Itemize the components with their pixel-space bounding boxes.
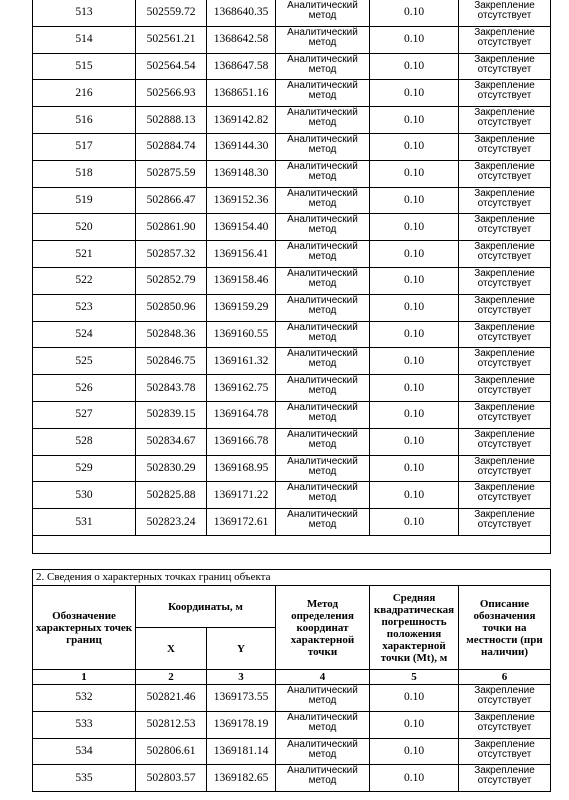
y-coordinate-cell: 1369168.95 <box>207 455 276 482</box>
description-cell: Закрепление отсутствует <box>459 214 551 241</box>
error-cell: 0.10 <box>370 455 459 482</box>
boundary-points-table <box>32 569 551 792</box>
x-coordinate-cell: 502846.75 <box>136 348 207 375</box>
description-cell: Закрепление отсутствует <box>459 53 551 80</box>
empty-row <box>33 535 551 553</box>
description-cell: Закрепление отсутствует <box>459 509 551 536</box>
x-coordinate-cell: 502875.59 <box>136 160 207 187</box>
description-cell: Закрепление отсутствует <box>459 187 551 214</box>
boundary-points-body <box>33 685 551 792</box>
method-cell: Аналитический метод <box>276 685 370 712</box>
method-cell: Аналитический метод <box>276 294 370 321</box>
x-coordinate-cell: 502834.67 <box>136 428 207 455</box>
error-cell: 0.10 <box>370 214 459 241</box>
method-cell: Аналитический метод <box>276 765 370 792</box>
point-id-cell: 515 <box>33 53 136 80</box>
y-coordinate-cell: 1369160.55 <box>207 321 276 348</box>
table-row <box>33 401 551 428</box>
x-coordinate-cell: 502888.13 <box>136 107 207 134</box>
table-row <box>33 267 551 294</box>
error-cell: 0.10 <box>370 267 459 294</box>
y-coordinate-cell: 1369181.14 <box>207 738 276 765</box>
table-row <box>33 53 551 80</box>
error-cell: 0.10 <box>370 107 459 134</box>
method-cell: Аналитический метод <box>276 455 370 482</box>
point-id-cell: 516 <box>33 107 136 134</box>
error-cell: 0.10 <box>370 738 459 765</box>
y-coordinate-cell: 1369144.30 <box>207 133 276 160</box>
description-cell: Закрепление отсутствует <box>459 348 551 375</box>
method-cell: Аналитический метод <box>276 160 370 187</box>
table-row <box>33 765 551 792</box>
table-row <box>33 375 551 402</box>
point-id-cell: 518 <box>33 160 136 187</box>
table-row <box>33 738 551 765</box>
description-cell: Закрепление отсутствует <box>459 375 551 402</box>
method-cell: Аналитический метод <box>276 133 370 160</box>
point-id-cell: 530 <box>33 482 136 509</box>
point-id-cell: 513 <box>33 0 136 26</box>
method-cell: Аналитический метод <box>276 482 370 509</box>
y-coordinate-cell: 1369173.55 <box>207 685 276 712</box>
x-coordinate-cell: 502825.88 <box>136 482 207 509</box>
header-y: Y <box>207 628 276 670</box>
table-row <box>33 685 551 712</box>
error-cell: 0.10 <box>370 509 459 536</box>
description-cell: Закрепление отсутствует <box>459 241 551 268</box>
error-cell: 0.10 <box>370 26 459 53</box>
x-coordinate-cell: 502823.24 <box>136 509 207 536</box>
table-row <box>33 26 551 53</box>
method-cell: Аналитический метод <box>276 107 370 134</box>
y-coordinate-cell: 1369162.75 <box>207 375 276 402</box>
x-coordinate-cell: 502821.46 <box>136 685 207 712</box>
point-id-cell: 533 <box>33 711 136 738</box>
point-id-cell: 520 <box>33 214 136 241</box>
header-coordinates: Координаты, м <box>136 586 276 628</box>
point-id-cell: 519 <box>33 187 136 214</box>
description-cell: Закрепление отсутствует <box>459 160 551 187</box>
y-coordinate-cell: 1369142.82 <box>207 107 276 134</box>
description-cell: Закрепление отсутствует <box>459 401 551 428</box>
error-cell: 0.10 <box>370 294 459 321</box>
point-id-cell: 531 <box>33 509 136 536</box>
table-row <box>33 133 551 160</box>
table-row <box>33 294 551 321</box>
x-coordinate-cell: 502812.53 <box>136 711 207 738</box>
point-id-cell: 523 <box>33 294 136 321</box>
y-coordinate-cell: 1369182.65 <box>207 765 276 792</box>
error-cell: 0.10 <box>370 133 459 160</box>
x-coordinate-cell: 502839.15 <box>136 401 207 428</box>
x-coordinate-cell: 502559.72 <box>136 0 207 26</box>
error-cell: 0.10 <box>370 482 459 509</box>
error-cell: 0.10 <box>370 187 459 214</box>
table-row <box>33 214 551 241</box>
header-x: X <box>136 628 207 670</box>
x-coordinate-cell: 502561.21 <box>136 26 207 53</box>
error-cell: 0.10 <box>370 401 459 428</box>
description-cell: Закрепление отсутствует <box>459 685 551 712</box>
table-row <box>33 321 551 348</box>
x-coordinate-cell: 502852.79 <box>136 267 207 294</box>
point-id-cell: 534 <box>33 738 136 765</box>
header-description: Описание обозначения точки на местности (при наличии) <box>459 586 551 670</box>
x-coordinate-cell: 502564.54 <box>136 53 207 80</box>
x-coordinate-cell: 502884.74 <box>136 133 207 160</box>
points-table-continued <box>32 0 551 554</box>
description-cell: Закрепление отсутствует <box>459 455 551 482</box>
y-coordinate-cell: 1368642.58 <box>207 26 276 53</box>
table-row <box>33 107 551 134</box>
description-cell: Закрепление отсутствует <box>459 80 551 107</box>
error-cell: 0.10 <box>370 685 459 712</box>
point-id-cell: 526 <box>33 375 136 402</box>
description-cell: Закрепление отсутствует <box>459 0 551 26</box>
method-cell: Аналитический метод <box>276 267 370 294</box>
x-coordinate-cell: 502830.29 <box>136 455 207 482</box>
table-row <box>33 428 551 455</box>
column-number: 2 <box>136 670 207 685</box>
column-number: 5 <box>370 670 459 685</box>
method-cell: Аналитический метод <box>276 187 370 214</box>
y-coordinate-cell: 1369154.40 <box>207 214 276 241</box>
x-coordinate-cell: 502843.78 <box>136 375 207 402</box>
column-number: 1 <box>33 670 136 685</box>
table-row <box>33 241 551 268</box>
error-cell: 0.10 <box>370 0 459 26</box>
section-title: 2. Сведения о характерных точках границ объекта <box>33 570 551 586</box>
method-cell: Аналитический метод <box>276 509 370 536</box>
method-cell: Аналитический метод <box>276 0 370 26</box>
table-row <box>33 455 551 482</box>
header-designation: Обозначение характерных точек границ <box>33 586 136 670</box>
point-id-cell: 528 <box>33 428 136 455</box>
y-coordinate-cell: 1368651.16 <box>207 80 276 107</box>
y-coordinate-cell: 1369159.29 <box>207 294 276 321</box>
description-cell: Закрепление отсутствует <box>459 711 551 738</box>
point-id-cell: 216 <box>33 80 136 107</box>
description-cell: Закрепление отсутствует <box>459 294 551 321</box>
empty-cell <box>33 535 551 553</box>
description-cell: Закрепление отсутствует <box>459 267 551 294</box>
error-cell: 0.10 <box>370 348 459 375</box>
description-cell: Закрепление отсутствует <box>459 321 551 348</box>
x-coordinate-cell: 502566.93 <box>136 80 207 107</box>
method-cell: Аналитический метод <box>276 321 370 348</box>
point-id-cell: 535 <box>33 765 136 792</box>
x-coordinate-cell: 502857.32 <box>136 241 207 268</box>
y-coordinate-cell: 1368647.58 <box>207 53 276 80</box>
description-cell: Закрепление отсутствует <box>459 107 551 134</box>
x-coordinate-cell: 502850.96 <box>136 294 207 321</box>
method-cell: Аналитический метод <box>276 26 370 53</box>
column-numbers-row <box>33 670 551 685</box>
method-cell: Аналитический метод <box>276 214 370 241</box>
table-row <box>33 711 551 738</box>
point-id-cell: 517 <box>33 133 136 160</box>
table-row <box>33 187 551 214</box>
method-cell: Аналитический метод <box>276 53 370 80</box>
point-id-cell: 522 <box>33 267 136 294</box>
x-coordinate-cell: 502803.57 <box>136 765 207 792</box>
point-id-cell: 532 <box>33 685 136 712</box>
table-row <box>33 348 551 375</box>
method-cell: Аналитический метод <box>276 375 370 402</box>
method-cell: Аналитический метод <box>276 241 370 268</box>
points-table-body <box>33 0 551 535</box>
column-number: 3 <box>207 670 276 685</box>
point-id-cell: 514 <box>33 26 136 53</box>
error-cell: 0.10 <box>370 241 459 268</box>
error-cell: 0.10 <box>370 428 459 455</box>
point-id-cell: 521 <box>33 241 136 268</box>
point-id-cell: 524 <box>33 321 136 348</box>
y-coordinate-cell: 1368640.35 <box>207 0 276 26</box>
method-cell: Аналитический метод <box>276 428 370 455</box>
y-coordinate-cell: 1369158.46 <box>207 267 276 294</box>
method-cell: Аналитический метод <box>276 401 370 428</box>
x-coordinate-cell: 502806.61 <box>136 738 207 765</box>
table-row <box>33 509 551 536</box>
x-coordinate-cell: 502866.47 <box>136 187 207 214</box>
point-id-cell: 527 <box>33 401 136 428</box>
method-cell: Аналитический метод <box>276 711 370 738</box>
description-cell: Закрепление отсутствует <box>459 133 551 160</box>
y-coordinate-cell: 1369148.30 <box>207 160 276 187</box>
table-row <box>33 80 551 107</box>
table-row <box>33 0 551 26</box>
y-coordinate-cell: 1369172.61 <box>207 509 276 536</box>
y-coordinate-cell: 1369178.19 <box>207 711 276 738</box>
description-cell: Закрепление отсутствует <box>459 765 551 792</box>
y-coordinate-cell: 1369161.32 <box>207 348 276 375</box>
column-number: 4 <box>276 670 370 685</box>
description-cell: Закрепление отсутствует <box>459 482 551 509</box>
x-coordinate-cell: 502861.90 <box>136 214 207 241</box>
point-id-cell: 525 <box>33 348 136 375</box>
description-cell: Закрепление отсутствует <box>459 428 551 455</box>
error-cell: 0.10 <box>370 160 459 187</box>
column-number: 6 <box>459 670 551 685</box>
error-cell: 0.10 <box>370 711 459 738</box>
error-cell: 0.10 <box>370 53 459 80</box>
error-cell: 0.10 <box>370 321 459 348</box>
header-error: Средняя квадратическая погрешность положения характерной точки (Mt), м <box>370 586 459 670</box>
y-coordinate-cell: 1369166.78 <box>207 428 276 455</box>
method-cell: Аналитический метод <box>276 738 370 765</box>
description-cell: Закрепление отсутствует <box>459 738 551 765</box>
y-coordinate-cell: 1369152.36 <box>207 187 276 214</box>
error-cell: 0.10 <box>370 375 459 402</box>
y-coordinate-cell: 1369164.78 <box>207 401 276 428</box>
table-row <box>33 160 551 187</box>
table-row <box>33 482 551 509</box>
method-cell: Аналитический метод <box>276 348 370 375</box>
description-cell: Закрепление отсутствует <box>459 26 551 53</box>
header-method: Метод определения координат характерной точки <box>276 586 370 670</box>
x-coordinate-cell: 502848.36 <box>136 321 207 348</box>
error-cell: 0.10 <box>370 80 459 107</box>
error-cell: 0.10 <box>370 765 459 792</box>
point-id-cell: 529 <box>33 455 136 482</box>
y-coordinate-cell: 1369156.41 <box>207 241 276 268</box>
y-coordinate-cell: 1369171.22 <box>207 482 276 509</box>
method-cell: Аналитический метод <box>276 80 370 107</box>
